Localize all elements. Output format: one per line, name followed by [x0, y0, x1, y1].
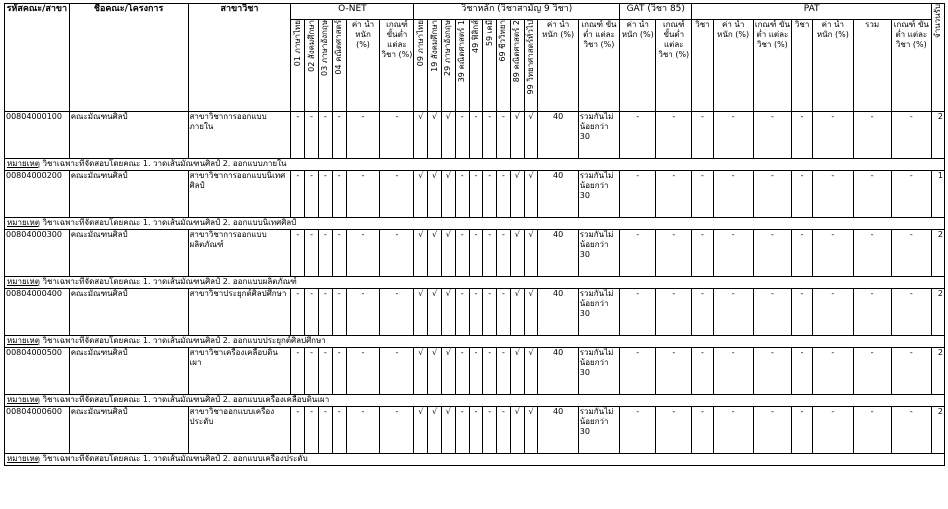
- header-core-subject: 89 คณิตศาสตร์ 2: [510, 20, 524, 112]
- note-cell: [5, 336, 945, 348]
- header-core-weight: ค่า น้ำหนัก (%): [538, 20, 578, 112]
- onet-subject-cell: -: [332, 230, 346, 277]
- onet-subject-cell: -: [332, 112, 346, 159]
- header-core-subject: 29 ภาษาอังกฤษ: [441, 20, 455, 112]
- header-pat-total: รวม: [853, 20, 891, 112]
- note-text: วิชาเฉพาะที่จัดสอบโดยคณะ 1. วาดเส้นมัณฑนศิลป์ 2. ออกแบบเครื่องเคลือบดินเผา: [42, 395, 330, 404]
- pat-cell: -: [813, 171, 853, 218]
- program-code: 00804000200: [5, 171, 70, 218]
- faculty-name: คณะมัณฑนศิลป์: [69, 230, 188, 277]
- note-text: วิชาเฉพาะที่จัดสอบโดยคณะ 1. วาดเส้นมัณฑนศิลป์ 2. ออกแบบประยุกต์ศิลปศึกษา: [42, 336, 326, 345]
- core-subject-cell: -: [497, 171, 511, 218]
- pat-cell: -: [792, 289, 813, 336]
- onet-subject-cell: -: [318, 348, 332, 395]
- core-subject-cell: -: [483, 348, 497, 395]
- core-subject-cell: √: [428, 230, 442, 277]
- header-major: สาขาวิชา: [188, 4, 291, 112]
- core-weight-cell: 40: [538, 289, 578, 336]
- core-subject-cell: √: [524, 348, 538, 395]
- core-subject-cell: √: [414, 289, 428, 336]
- core-subject-cell: √: [428, 171, 442, 218]
- note-row: [5, 454, 945, 466]
- core-subject-cell: -: [483, 230, 497, 277]
- pat-cell: -: [713, 407, 753, 454]
- pat-cell: -: [753, 230, 791, 277]
- header-gat-min: เกณฑ์ ขั้นต่ำ แต่ละ วิชา (%): [656, 20, 692, 112]
- core-subject-cell: √: [428, 289, 442, 336]
- onet-subject-cell: -: [305, 171, 319, 218]
- onet-subject-cell: -: [318, 112, 332, 159]
- onet-subject-cell: -: [305, 348, 319, 395]
- table-row: [5, 348, 945, 395]
- core-subject-cell: √: [441, 348, 455, 395]
- major-name: สาขาวิชาการออกแบบผลิตภัณฑ์: [188, 230, 291, 277]
- core-subject-cell: -: [469, 407, 483, 454]
- header-onet-weight: ค่า น้ำหนัก (%): [346, 20, 380, 112]
- header-core-subject: 19 สังคมศึกษา: [428, 20, 442, 112]
- core-subject-cell: √: [414, 112, 428, 159]
- onet-subject-cell: -: [291, 230, 305, 277]
- core-subject-cell: √: [510, 289, 524, 336]
- core-subject-cell: -: [469, 171, 483, 218]
- onet-min-cell: -: [380, 348, 414, 395]
- core-subject-cell: √: [414, 230, 428, 277]
- pat-cell: -: [713, 112, 753, 159]
- gat-cell: -: [656, 171, 692, 218]
- core-subject-cell: √: [510, 112, 524, 159]
- header-core-subject: 39 คณิตศาสตร์ 1: [455, 20, 469, 112]
- admit-count: 2: [931, 230, 944, 277]
- onet-min-cell: -: [380, 171, 414, 218]
- note-row: [5, 277, 945, 289]
- note-text: วิชาเฉพาะที่จัดสอบโดยคณะ 1. วาดเส้นมัณฑนศิลป์ 2. ออกแบบเครื่องประดับ: [42, 454, 308, 463]
- pat-cell: -: [891, 289, 931, 336]
- core-subject-cell: √: [524, 289, 538, 336]
- gat-cell: -: [620, 230, 656, 277]
- note-row: [5, 395, 945, 407]
- pat-cell: -: [713, 289, 753, 336]
- core-min-cell: รวมกันไม่น้อยกว่า 30: [578, 230, 619, 277]
- header-core-min: เกณฑ์ ขั้นต่ำ แต่ละ วิชา (%): [578, 20, 619, 112]
- table-row: [5, 289, 945, 336]
- table-row: [5, 230, 945, 277]
- header-pat-weight-1: ค่า น้ำหนัก (%): [713, 20, 753, 112]
- core-subject-cell: √: [441, 112, 455, 159]
- onet-subject-cell: -: [332, 289, 346, 336]
- pat-cell: -: [792, 407, 813, 454]
- core-weight-cell: 40: [538, 230, 578, 277]
- pat-cell: -: [692, 230, 713, 277]
- core-subject-cell: √: [428, 407, 442, 454]
- pat-cell: -: [692, 407, 713, 454]
- major-name: สาขาวิชาการออกแบบภายใน: [188, 112, 291, 159]
- header-onet-subject: 03 ภาษาอังกฤษ: [318, 20, 332, 112]
- note-cell: [5, 454, 945, 466]
- core-subject-cell: -: [455, 407, 469, 454]
- core-weight-cell: 40: [538, 407, 578, 454]
- core-subject-cell: √: [441, 230, 455, 277]
- core-subject-cell: -: [497, 348, 511, 395]
- onet-subject-cell: -: [291, 289, 305, 336]
- onet-subject-cell: -: [305, 230, 319, 277]
- note-label: หมายเหตุ: [7, 336, 40, 345]
- note-label: หมายเหตุ: [7, 277, 40, 286]
- faculty-name: คณะมัณฑนศิลป์: [69, 171, 188, 218]
- core-subject-cell: √: [441, 171, 455, 218]
- program-code: 00804000500: [5, 348, 70, 395]
- header-pat-min-total: เกณฑ์ ขั้นต่ำ แต่ละ วิชา (%): [891, 20, 931, 112]
- gat-cell: -: [620, 289, 656, 336]
- major-name: สาขาวิชาออกแบบเครื่องประดับ: [188, 407, 291, 454]
- pat-cell: -: [853, 289, 891, 336]
- onet-min-cell: -: [380, 230, 414, 277]
- core-subject-cell: √: [428, 348, 442, 395]
- header-gat-weight: ค่า น้ำหนัก (%): [620, 20, 656, 112]
- gat-cell: -: [656, 348, 692, 395]
- admit-count: 2: [931, 407, 944, 454]
- core-subject-cell: √: [510, 407, 524, 454]
- core-min-cell: รวมกันไม่น้อยกว่า 30: [578, 112, 619, 159]
- core-weight-cell: 40: [538, 171, 578, 218]
- core-subject-cell: -: [455, 112, 469, 159]
- header-onet-min: เกณฑ์ ขั้นต่ำ แต่ละ วิชา (%): [380, 20, 414, 112]
- onet-subject-cell: -: [332, 407, 346, 454]
- core-min-cell: รวมกันไม่น้อยกว่า 30: [578, 407, 619, 454]
- note-row: [5, 159, 945, 171]
- core-subject-cell: √: [441, 289, 455, 336]
- onet-subject-cell: -: [291, 171, 305, 218]
- core-weight-cell: 40: [538, 112, 578, 159]
- core-subject-cell: -: [483, 407, 497, 454]
- onet-min-cell: -: [380, 289, 414, 336]
- faculty-name: คณะมัณฑนศิลป์: [69, 112, 188, 159]
- onet-subject-cell: -: [332, 171, 346, 218]
- pat-cell: -: [891, 171, 931, 218]
- faculty-name: คณะมัณฑนศิลป์: [69, 407, 188, 454]
- onet-subject-cell: -: [305, 289, 319, 336]
- header-pat: PAT: [692, 4, 932, 20]
- header-core: วิชาหลัก (วิชาสามัญ 9 วิชา): [414, 4, 620, 20]
- gat-cell: -: [620, 348, 656, 395]
- header-onet: O-NET: [291, 4, 414, 20]
- core-subject-cell: -: [469, 289, 483, 336]
- core-weight-cell: 40: [538, 348, 578, 395]
- table-row: [5, 171, 945, 218]
- gat-cell: -: [620, 112, 656, 159]
- note-cell: [5, 395, 945, 407]
- onet-weight-cell: -: [346, 112, 380, 159]
- header-core-subject: 09 ภาษาไทย: [414, 20, 428, 112]
- gat-cell: -: [656, 407, 692, 454]
- core-subject-cell: √: [524, 171, 538, 218]
- pat-cell: -: [813, 289, 853, 336]
- note-label: หมายเหตุ: [7, 395, 40, 404]
- core-subject-cell: -: [469, 348, 483, 395]
- onet-weight-cell: -: [346, 289, 380, 336]
- core-subject-cell: -: [469, 230, 483, 277]
- onet-weight-cell: -: [346, 230, 380, 277]
- core-min-cell: รวมกันไม่น้อยกว่า 30: [578, 171, 619, 218]
- core-subject-cell: -: [483, 289, 497, 336]
- core-subject-cell: √: [510, 171, 524, 218]
- header-gat: GAT (วิชา 85): [620, 4, 692, 20]
- header-core-subject: 59 เคมี: [483, 20, 497, 112]
- onet-min-cell: -: [380, 407, 414, 454]
- onet-subject-cell: -: [291, 112, 305, 159]
- core-subject-cell: √: [441, 407, 455, 454]
- pat-cell: -: [853, 407, 891, 454]
- pat-cell: -: [713, 348, 753, 395]
- pat-cell: -: [753, 348, 791, 395]
- onet-subject-cell: -: [318, 230, 332, 277]
- pat-cell: -: [753, 112, 791, 159]
- pat-cell: -: [692, 348, 713, 395]
- core-subject-cell: √: [524, 112, 538, 159]
- onet-weight-cell: -: [346, 348, 380, 395]
- admit-count: 2: [931, 289, 944, 336]
- pat-cell: -: [813, 112, 853, 159]
- core-subject-cell: √: [510, 348, 524, 395]
- core-min-cell: รวมกันไม่น้อยกว่า 30: [578, 289, 619, 336]
- pat-cell: -: [813, 230, 853, 277]
- note-label: หมายเหตุ: [7, 218, 40, 227]
- major-name: สาขาวิชาประยุกต์ศิลปศึกษา: [188, 289, 291, 336]
- header-pat-weight-2: ค่า น้ำหนัก (%): [813, 20, 853, 112]
- note-text: วิชาเฉพาะที่จัดสอบโดยคณะ 1. วาดเส้นมัณฑนศิลป์ 2. ออกแบบภายใน: [42, 159, 287, 168]
- core-min-cell: รวมกันไม่น้อยกว่า 30: [578, 348, 619, 395]
- onet-subject-cell: -: [305, 407, 319, 454]
- gat-cell: -: [656, 112, 692, 159]
- core-subject-cell: -: [455, 230, 469, 277]
- header-faculty: ชื่อคณะ/โครงการ: [69, 4, 188, 112]
- header-pat-subject-1: วิชา: [692, 20, 713, 112]
- pat-cell: -: [692, 171, 713, 218]
- admission-table: [4, 3, 945, 466]
- admit-count: 2: [931, 348, 944, 395]
- pat-cell: -: [792, 171, 813, 218]
- pat-cell: -: [813, 407, 853, 454]
- note-text: วิชาเฉพาะที่จัดสอบโดยคณะ 1. วาดเส้นมัณฑนศิลป์ 2. ออกแบบผลิตภัณฑ์: [42, 277, 297, 286]
- pat-cell: -: [813, 348, 853, 395]
- pat-cell: -: [792, 112, 813, 159]
- onet-subject-cell: -: [305, 112, 319, 159]
- core-subject-cell: √: [414, 407, 428, 454]
- program-code: 00804000100: [5, 112, 70, 159]
- pat-cell: -: [891, 348, 931, 395]
- note-text: วิชาเฉพาะที่จัดสอบโดยคณะ 1. วาดเส้นมัณฑนศิลป์ 2. ออกแบบนิเทศศิลป์: [42, 218, 297, 227]
- note-cell: [5, 277, 945, 289]
- header-core-subject: 49 ฟิสิกส์: [469, 20, 483, 112]
- note-row: [5, 336, 945, 348]
- header-onet-subject: 01 ภาษาไทย: [291, 20, 305, 112]
- onet-min-cell: -: [380, 112, 414, 159]
- pat-cell: -: [713, 230, 753, 277]
- core-subject-cell: -: [455, 289, 469, 336]
- core-subject-cell: -: [455, 171, 469, 218]
- core-subject-cell: -: [497, 289, 511, 336]
- pat-cell: -: [853, 230, 891, 277]
- gat-cell: -: [656, 230, 692, 277]
- core-subject-cell: -: [483, 171, 497, 218]
- admit-count: 1: [931, 171, 944, 218]
- note-label: หมายเหตุ: [7, 454, 40, 463]
- core-subject-cell: -: [455, 348, 469, 395]
- note-cell: [5, 218, 945, 230]
- pat-cell: -: [753, 407, 791, 454]
- program-code: 00804000400: [5, 289, 70, 336]
- pat-cell: -: [891, 230, 931, 277]
- pat-cell: -: [853, 348, 891, 395]
- core-subject-cell: √: [524, 407, 538, 454]
- core-subject-cell: √: [510, 230, 524, 277]
- core-subject-cell: √: [414, 171, 428, 218]
- faculty-name: คณะมัณฑนศิลป์: [69, 348, 188, 395]
- pat-cell: -: [792, 348, 813, 395]
- onet-weight-cell: -: [346, 407, 380, 454]
- pat-cell: -: [792, 230, 813, 277]
- note-label: หมายเหตุ: [7, 159, 40, 168]
- pat-cell: -: [692, 289, 713, 336]
- header-onet-subject: 04 คณิตศาสตร์: [332, 20, 346, 112]
- faculty-name: คณะมัณฑนศิลป์: [69, 289, 188, 336]
- pat-cell: -: [891, 407, 931, 454]
- header-onet-subject: 02 สังคมศึกษา: [305, 20, 319, 112]
- onet-weight-cell: -: [346, 171, 380, 218]
- gat-cell: -: [620, 407, 656, 454]
- pat-cell: -: [853, 171, 891, 218]
- core-subject-cell: -: [483, 112, 497, 159]
- table-row: [5, 407, 945, 454]
- note-row: [5, 218, 945, 230]
- header-core-subject: 99 วิทยาศาสตร์ทั่วไป: [524, 20, 538, 112]
- core-subject-cell: √: [414, 348, 428, 395]
- note-cell: [5, 159, 945, 171]
- pat-cell: -: [753, 289, 791, 336]
- onet-subject-cell: -: [332, 348, 346, 395]
- onet-subject-cell: -: [318, 289, 332, 336]
- major-name: สาขาวิชาเครื่องเคลือบดินเผา: [188, 348, 291, 395]
- onet-subject-cell: -: [291, 407, 305, 454]
- core-subject-cell: √: [428, 112, 442, 159]
- core-subject-cell: √: [524, 230, 538, 277]
- pat-cell: -: [891, 112, 931, 159]
- core-subject-cell: -: [497, 112, 511, 159]
- program-code: 00804000300: [5, 230, 70, 277]
- header-code: รหัสคณะ/สาขา: [5, 4, 70, 112]
- core-subject-cell: -: [469, 112, 483, 159]
- onet-subject-cell: -: [318, 407, 332, 454]
- header-count: จำนวนรับ: [931, 4, 944, 112]
- header-pat-min-1: เกณฑ์ ขั้นต่ำ แต่ละ วิชา (%): [753, 20, 791, 112]
- header-core-subject: 69 ชีววิทยา: [497, 20, 511, 112]
- onet-subject-cell: -: [291, 348, 305, 395]
- pat-cell: -: [692, 112, 713, 159]
- pat-cell: -: [853, 112, 891, 159]
- gat-cell: -: [620, 171, 656, 218]
- header-pat-subject-2: วิชา: [792, 20, 813, 112]
- pat-cell: -: [713, 171, 753, 218]
- program-code: 00804000600: [5, 407, 70, 454]
- pat-cell: -: [753, 171, 791, 218]
- gat-cell: -: [656, 289, 692, 336]
- table-row: [5, 112, 945, 159]
- core-subject-cell: -: [497, 230, 511, 277]
- core-subject-cell: -: [497, 407, 511, 454]
- major-name: สาขาวิชาการออกแบบนิเทศศิลป์: [188, 171, 291, 218]
- admit-count: 2: [931, 112, 944, 159]
- onet-subject-cell: -: [318, 171, 332, 218]
